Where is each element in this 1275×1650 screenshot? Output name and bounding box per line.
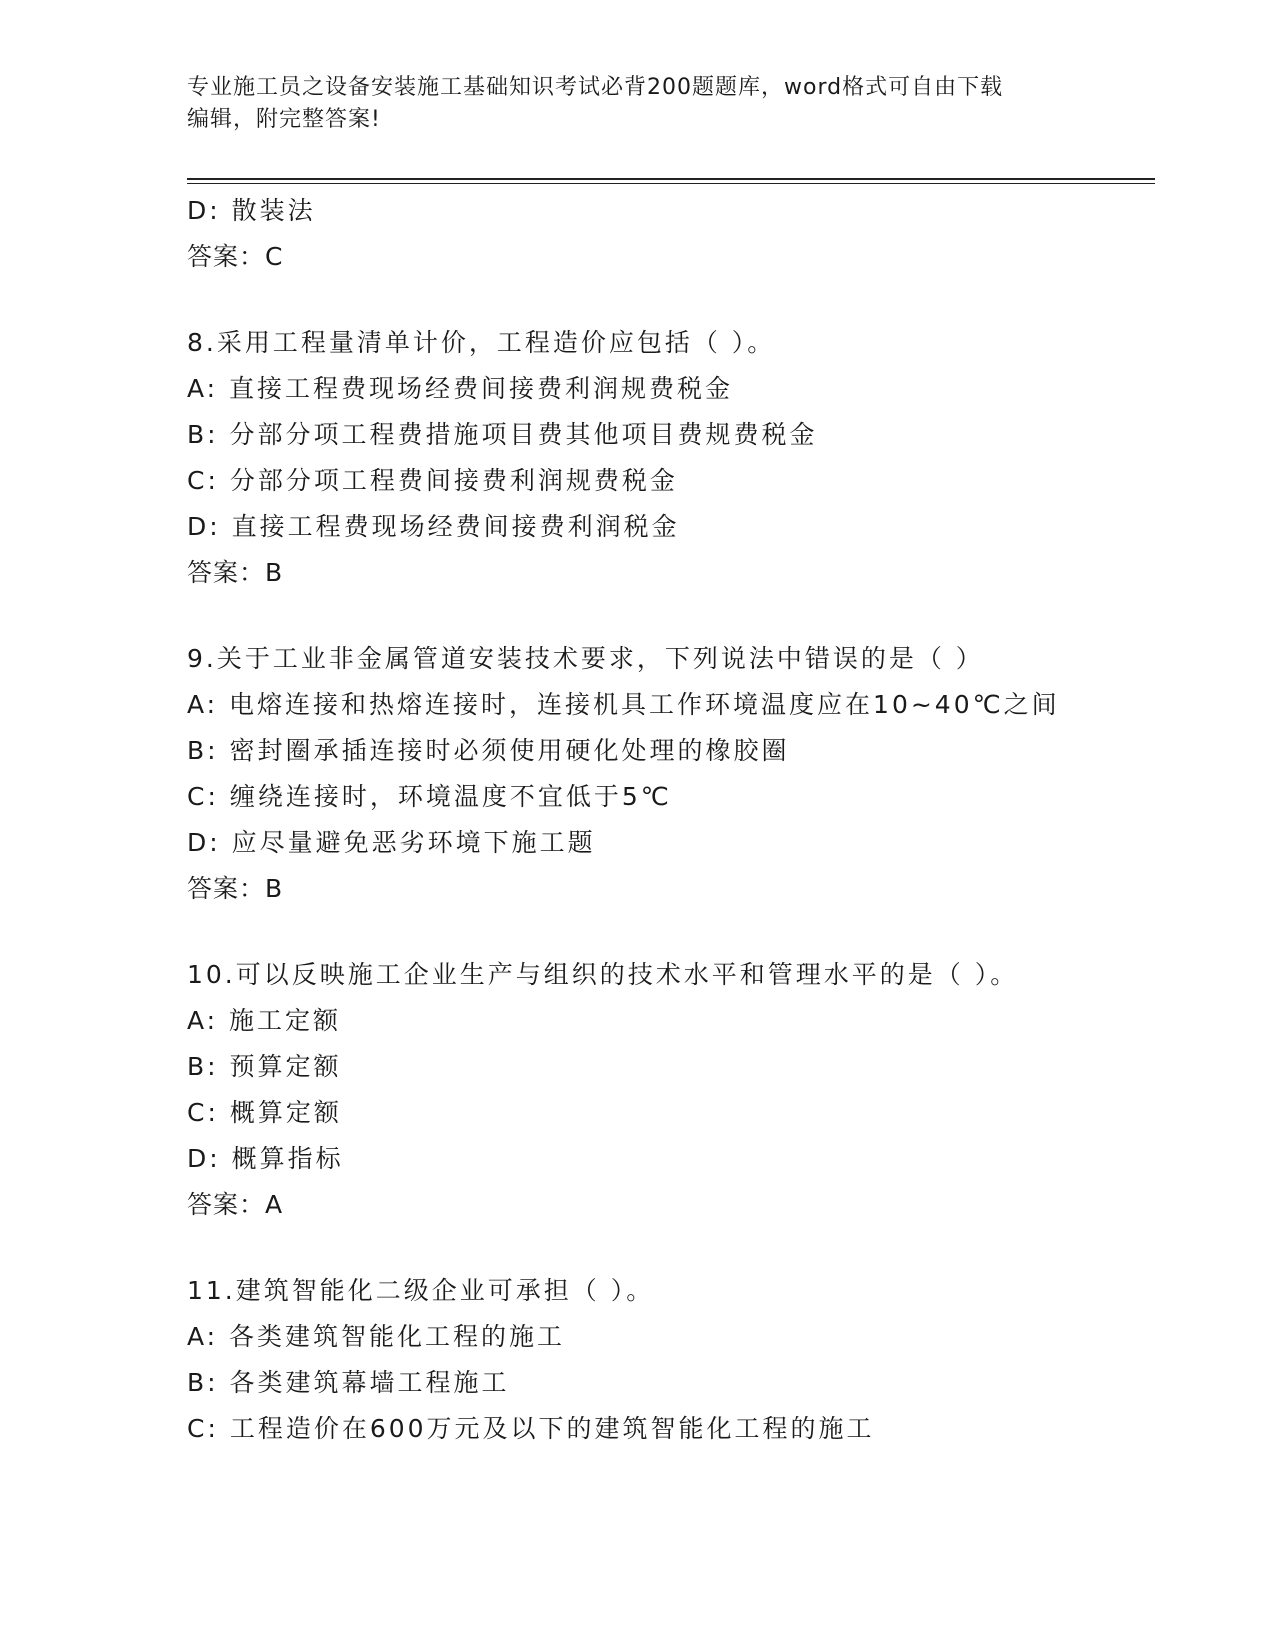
header-divider-thick (187, 178, 1155, 180)
previous-question-tail (187, 188, 1155, 280)
question-list (187, 188, 1155, 1452)
question-8 (187, 320, 1155, 596)
question-11 (187, 1268, 1155, 1452)
option-b: B: 预算定额 (187, 1052, 342, 1081)
option-d: D: 散装法 (187, 196, 316, 225)
option-c: C: 工程造价在600万元及以下的建筑智能化工程的施工 (187, 1414, 875, 1443)
answer-line: 答案：A (187, 1190, 284, 1219)
option-b: B: 各类建筑幕墙工程施工 (187, 1368, 510, 1397)
option-d: D: 概算指标 (187, 1144, 344, 1173)
option-b: B: 密封圈承插连接时必须使用硬化处理的橡胶圈 (187, 736, 790, 765)
question-stem: 10.可以反映施工企业生产与组织的技术水平和管理水平的是（ ）。 (187, 960, 1019, 989)
option-a: A: 直接工程费现场经费间接费利润规费税金 (187, 374, 734, 403)
option-c: C: 缠绕连接时，环境温度不宜低于5℃ (187, 782, 672, 811)
answer-line: 答案：B (187, 558, 284, 587)
option-d: D: 直接工程费现场经费间接费利润税金 (187, 512, 680, 541)
page-header (187, 72, 1087, 136)
answer-line: 答案：B (187, 874, 284, 903)
option-c: C: 分部分项工程费间接费利润规费税金 (187, 466, 678, 495)
question-9 (187, 636, 1155, 912)
header-title-line-2: 编辑，附完整答案! (187, 107, 381, 132)
question-stem: 9.关于工业非金属管道安装技术要求，下列说法中错误的是（ ） (187, 644, 984, 673)
option-d: D: 应尽量避免恶劣环境下施工题 (187, 828, 596, 857)
option-b: B: 分部分项工程费措施项目费其他项目费规费税金 (187, 420, 818, 449)
option-a: A: 施工定额 (187, 1006, 342, 1035)
option-c: C: 概算定额 (187, 1098, 342, 1127)
question-10 (187, 952, 1155, 1228)
question-stem: 11.建筑智能化二级企业可承担（ ）。 (187, 1276, 655, 1305)
question-stem: 8.采用工程量清单计价，工程造价应包括（ ）。 (187, 328, 776, 357)
option-a: A: 电熔连接和热熔连接时，连接机具工作环境温度应在10~40℃之间 (187, 690, 1060, 719)
option-a: A: 各类建筑智能化工程的施工 (187, 1322, 566, 1351)
header-divider-thin (187, 183, 1155, 184)
answer-line: 答案：C (187, 242, 284, 271)
header-title-line-1: 专业施工员之设备安装施工基础知识考试必背200题题库，word格式可自由下载 (187, 75, 1004, 100)
